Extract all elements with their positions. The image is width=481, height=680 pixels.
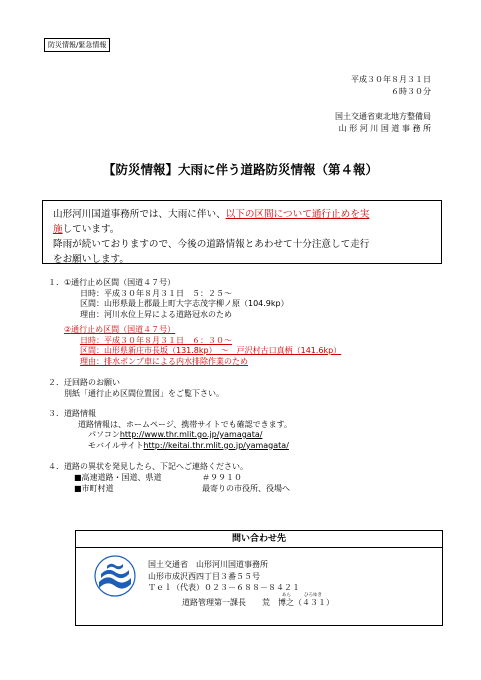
intro-line-3: 降雨が続いておりますので、今後の道路情報とあわせて十分注意して走行 (53, 239, 370, 250)
intro-line-4: をお願いします。 (53, 254, 129, 265)
report-row-municipal-label: ■市町村道 (74, 484, 114, 493)
contact-heading: 問い合わせ先 (76, 531, 442, 548)
contact-person-ruby-given: ひろゆき (304, 593, 322, 598)
detour-text: 別紙「通行止め区間位置図」をご覧下さい。 (64, 388, 224, 398)
issuer-bureau: 国土交通省東北地方整備局 (335, 112, 431, 121)
contact-person: 道路管理第一課長 荒 博之（４３１） (182, 597, 334, 607)
intro-highlight: 以下の区間について通行止めを実 (225, 209, 370, 220)
mlit-logo-icon (93, 554, 137, 598)
mobile-site-link[interactable]: http://keitai.thr.mlit.go.jp/yamagata/ (143, 440, 289, 450)
contact-person-ruby-surname: あら (282, 593, 291, 598)
category-tag: 防災情報/緊急情報 (44, 38, 110, 52)
mobile-site-row (64, 441, 292, 452)
contact-tel: Ｔｅｌ（代表）０２３－６８８－８４２１ (148, 583, 300, 592)
contact-box (75, 530, 443, 626)
intro-text: しています。 (62, 224, 120, 235)
pc-site-label: パソコン (88, 430, 120, 439)
report-row-highway-label: ■高速道路・国道、県道 (74, 473, 162, 482)
issue-time: ６時３０分 (391, 87, 431, 96)
report-row-municipal-value: 最寄りの市役所、役場へ (202, 484, 290, 493)
closure-2-label: ②通行止め区間（国道４７号） (64, 325, 176, 334)
intro-line-2 (53, 222, 431, 237)
intro-box (42, 200, 442, 264)
closure-1-datetime: 日時：平成３０年８月３１日 ５：２５～ (80, 288, 232, 298)
section-3-number: ３． (48, 409, 64, 418)
closure-1-label: ①通行止め区間（国道４７号） (64, 278, 176, 287)
closure-2-datetime: 日時：平成３０年８月３１日 ６：３０～ (80, 335, 232, 345)
issue-date: 平成３０年８月３１日 (351, 75, 431, 84)
road-info-text: 道路情報は、ホームページ、携帯サイトでも確認できます。 (78, 419, 292, 429)
issuer-office: 山 形 河 川 国 道 事 務 所 (338, 124, 431, 133)
road-info-title: 道路情報 (64, 409, 96, 418)
detour-title: 迂回路のお願い (64, 378, 120, 387)
section-2 (64, 378, 224, 399)
closure-1-reason: 理由：河川水位上昇による道路冠水のため (80, 309, 232, 319)
closure-2 (64, 325, 341, 367)
pc-site-row (64, 430, 292, 441)
section-1-number: １． (48, 278, 64, 287)
contact-org: 国土交通省 山形河川国道事務所 (148, 560, 268, 569)
section-4-number: ４． (48, 462, 64, 471)
closure-2-section: 区間：山形県新庄市長坂（131.8kp） ～ 戸沢村古口真柄（141.6kp） (80, 346, 342, 355)
closure-2-reason: 理由：排水ポンプ車による内水排除作業のため (80, 356, 248, 366)
intro-text: 山形河川国道事務所では、大雨に伴い、 (53, 209, 226, 220)
contact-details (148, 559, 334, 608)
closure-1-section: 区間：山形県最上郡最上町大字志茂字柳ノ原（104.9kp） (80, 299, 289, 308)
contact-address: 山形市成沢西四丁目３番５５号 (148, 571, 260, 581)
intro-highlight: 施 (53, 224, 63, 235)
report-row-highway-value: ＃９９１０ (202, 473, 242, 482)
pc-site-link[interactable]: http://www.thr.mlit.go.jp/yamagata/ (119, 430, 263, 439)
document-title: 【防災情報】大雨に伴う道路防災情報（第４報） (102, 162, 378, 177)
closure-1 (64, 278, 289, 320)
section-2-number: ２． (48, 378, 64, 387)
mobile-site-label: モバイルサイト (88, 440, 144, 450)
intro-line-1 (53, 207, 431, 222)
section-3 (64, 409, 292, 451)
section-4-title: 道路の異状を発見したら、下記へご連絡ください。 (64, 462, 248, 471)
